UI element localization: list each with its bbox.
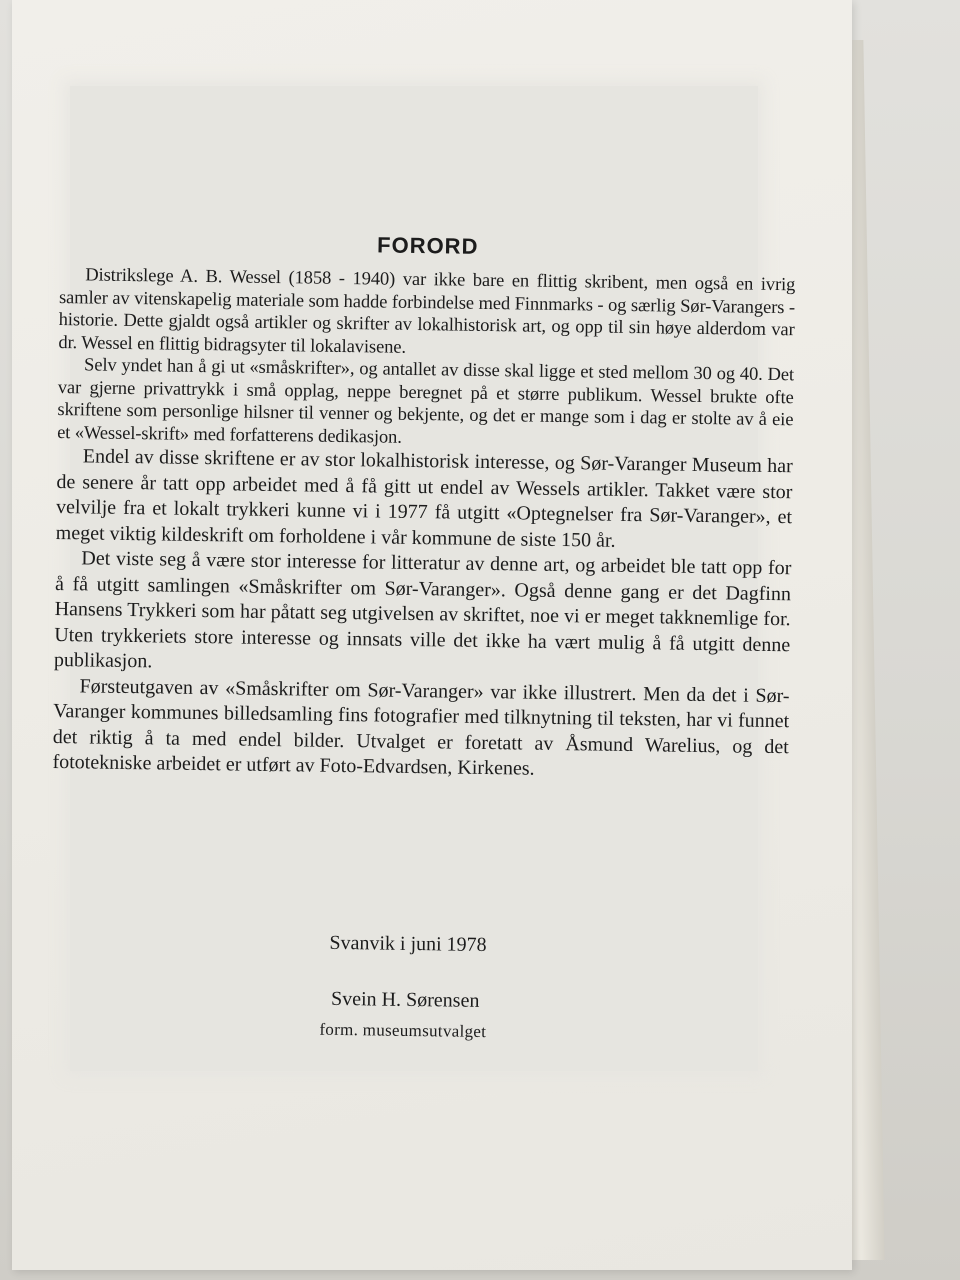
paragraph-1: Distrikslege A. B. Wessel (1858 - 1940) var ikke bare en flittig skribent, men også en ivrig samler av vitenskapelig materiale som hadde forbindelse med Finnmarks - og særlig Sør-Varangers - historie. Dette gjaldt også artikler og skrifter av lokalhistorisk art, og opp til sin høye alderdom var dr. Wessel en flittig bidragsyter til lokalavisene. (58, 265, 796, 358)
paragraph-3: Endel av disse skriftene er av stor lokalhistorisk interesse, og Sør-Varanger Museum har de senere år tatt opp arbeidet med å få gitt ut endel av Wessels artikler. Takket være stor velvilje fra et lokalt trykkeri kunne vi i 1977 få utgitt «Optegnelser fra Sør-Varanger», et meget viktig kildeskrift om forholdene i vår kommune de siste 150 år. (55, 445, 793, 552)
signer-name: Svein H. Sørensen (330, 987, 480, 1012)
paragraph-5: Førsteutgaven av «Småskrifter om Sør-Varanger» var ikke illustrert. Men da det i Sør-Varanger kommunes billedsamling fins fotografier med tilknytning til teksten, har vi funnet det riktig å ta med endel bilder. Utvalget er foretatt av Åsmund Warelius, og det fototekniske arbeidet er utført av Foto-Edvardsen, Kirkenes. (52, 674, 790, 780)
signer-title: form. museumsutvalget (319, 1019, 487, 1042)
paragraph-4: Det viste seg å være stor interesse for litteratur av denne art, og arbeidet ble tatt opp for å få utgitt samlingen «Småskrifter om Sør-Varanger». Også denne gang er det Dagfinn Hansens Trykkeri som har påtatt seg utgivelsen av skriftet, noe vi er meget takknemlige for. Uten trykkeriets store interesse og innsats ville det ikke ha vært mulig å få utgitt denne publikasjon. (53, 547, 792, 673)
page-title: FORORD (376, 232, 479, 259)
place-date: Svanvik i juni 1978 (329, 931, 487, 957)
foreword-text-block (52, 228, 796, 1042)
paragraph-2: Selv yndet han å gi ut «småskrifter», og antallet av disse skal ligge et sted mellom 30 og 40. Det var gjerne privattrykk i små opplag, neppe beregnet på et større publikum. Wessel brukte ofte skriftene som personlige hilsner til venner og bekjente, og det er mange som i dag er stolte av å eie et «Wessel-skrift» med forfatterens dedikasjon. (57, 355, 795, 448)
show-through-text (182, 1090, 702, 1122)
